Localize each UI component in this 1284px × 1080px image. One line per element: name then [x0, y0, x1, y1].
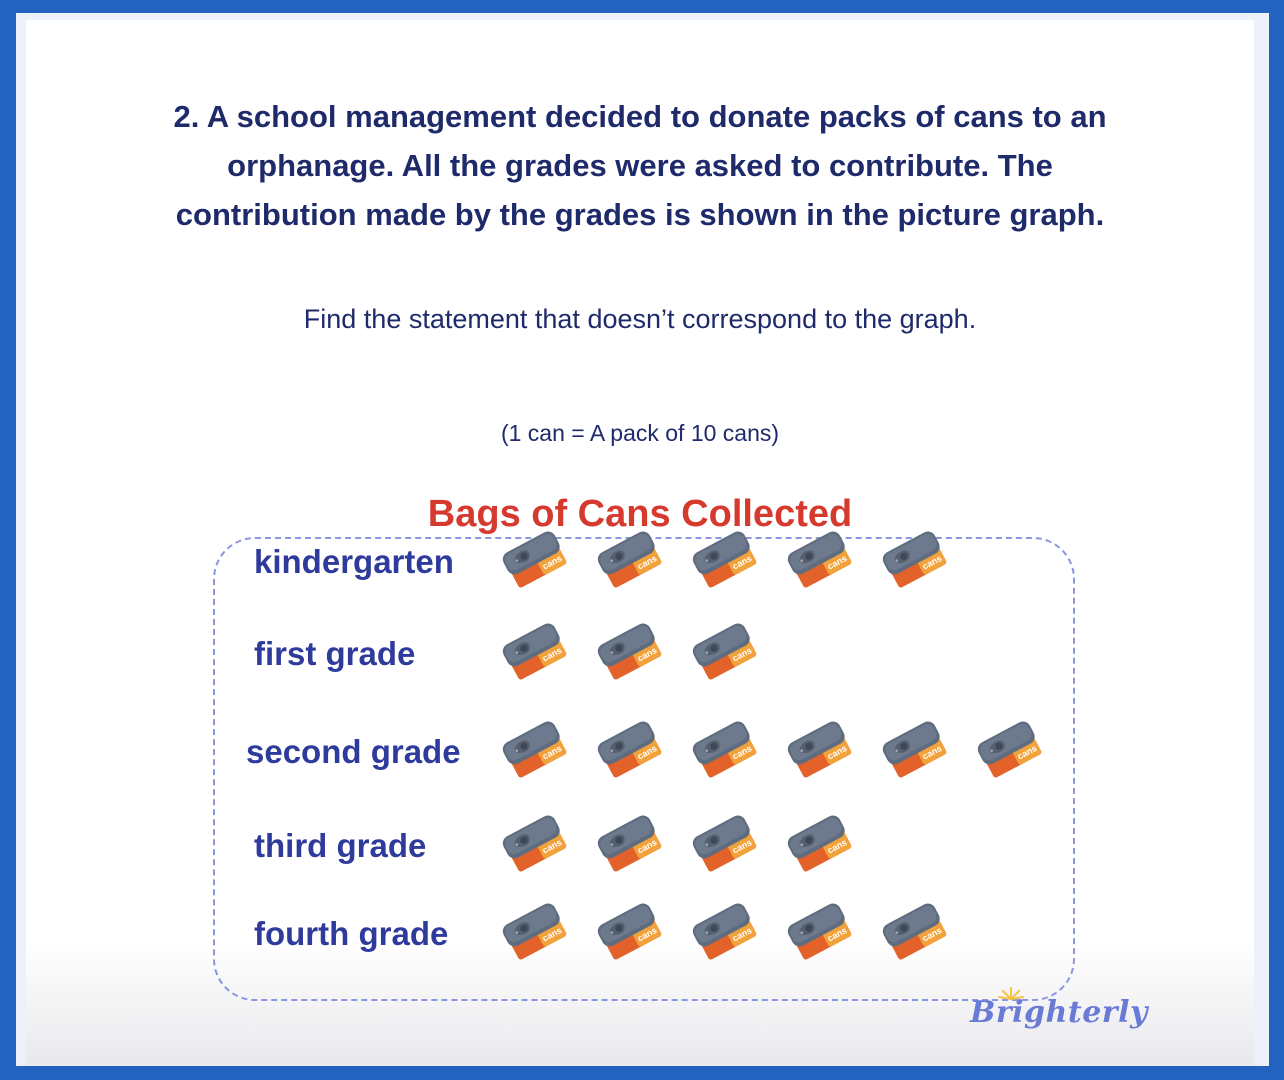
svg-text:cans: cans: [825, 837, 849, 856]
can-pack-icon: [593, 810, 669, 882]
svg-text:cans: cans: [825, 553, 849, 572]
can-pack-icon: [498, 810, 574, 882]
can-pack-icon: [783, 526, 859, 598]
can-pack-icon: [593, 526, 669, 598]
can-pack-icon: [688, 526, 764, 598]
row-label: third grade: [254, 827, 427, 864]
can-pack-icon: [878, 526, 954, 598]
svg-text:cans: cans: [635, 645, 659, 664]
can-pack-icon: [688, 898, 764, 970]
can-pack-icon: [878, 898, 954, 970]
svg-text:cans: cans: [540, 837, 564, 856]
svg-text:cans: cans: [920, 743, 944, 762]
row-label: first grade: [254, 635, 416, 672]
brighterly-logo: [970, 985, 1148, 1037]
svg-text:cans: cans: [1015, 743, 1039, 762]
svg-text:cans: cans: [635, 925, 659, 944]
question-title: [26, 92, 1254, 239]
key-note: (1 can = A pack of 10 cans): [500, 420, 780, 446]
svg-text:cans: cans: [635, 553, 659, 572]
svg-text:cans: cans: [635, 837, 659, 856]
can-pack-icon: [688, 716, 764, 788]
svg-text:cans: cans: [540, 925, 564, 944]
svg-text:cans: cans: [920, 553, 944, 572]
can-pack-icon: [498, 618, 574, 690]
row-label: kindergarten: [254, 543, 454, 580]
pictograph-row: [26, 898, 1254, 970]
can-pack-icon: [783, 898, 859, 970]
can-pack-icon: [498, 526, 574, 598]
svg-text:cans: cans: [920, 925, 944, 944]
can-pack-icon: [593, 716, 669, 788]
can-pack-icon: [688, 810, 764, 882]
can-pack-icon: [593, 618, 669, 690]
question-title-line: orphanage. All the grades were asked to contribute. The: [227, 148, 1053, 183]
svg-text:cans: cans: [730, 743, 754, 762]
svg-text:cans: cans: [825, 925, 849, 944]
question-card: [26, 20, 1254, 1065]
question-title-line: contribution made by the grades is shown in the picture graph.: [175, 197, 1105, 232]
svg-text:cans: cans: [730, 553, 754, 572]
svg-text:cans: cans: [730, 925, 754, 944]
svg-text:cans: cans: [540, 743, 564, 762]
question-title-line: 2. A school management decided to donate packs of cans to an: [173, 99, 1107, 134]
svg-text:cans: cans: [540, 645, 564, 664]
can-pack-icon: [878, 716, 954, 788]
svg-text:cans: cans: [730, 837, 754, 856]
can-pack-icon: [688, 618, 764, 690]
can-pack-icon: [783, 716, 859, 788]
chart-title: Bags of Cans Collected: [427, 493, 853, 535]
can-pack-icon: [498, 898, 574, 970]
svg-text:cans: cans: [635, 743, 659, 762]
svg-text:cans: cans: [825, 743, 849, 762]
svg-text:cans: cans: [540, 553, 564, 572]
row-label: fourth grade: [254, 915, 449, 952]
question-instruction: Find the statement that doesn’t correspond to the graph.: [303, 304, 977, 334]
can-pack-icon: [973, 716, 1049, 788]
can-pack-icon: [593, 898, 669, 970]
logo-text: Brighterly: [970, 995, 1148, 1030]
svg-text:cans: cans: [730, 645, 754, 664]
pictograph-row: [26, 618, 1254, 690]
can-pack-icon: [783, 810, 859, 882]
pictograph-row: [26, 810, 1254, 882]
can-pack-icon: [498, 716, 574, 788]
pictograph-row: [26, 716, 1254, 788]
pictograph-row: [26, 526, 1254, 598]
row-label: second grade: [246, 733, 461, 770]
